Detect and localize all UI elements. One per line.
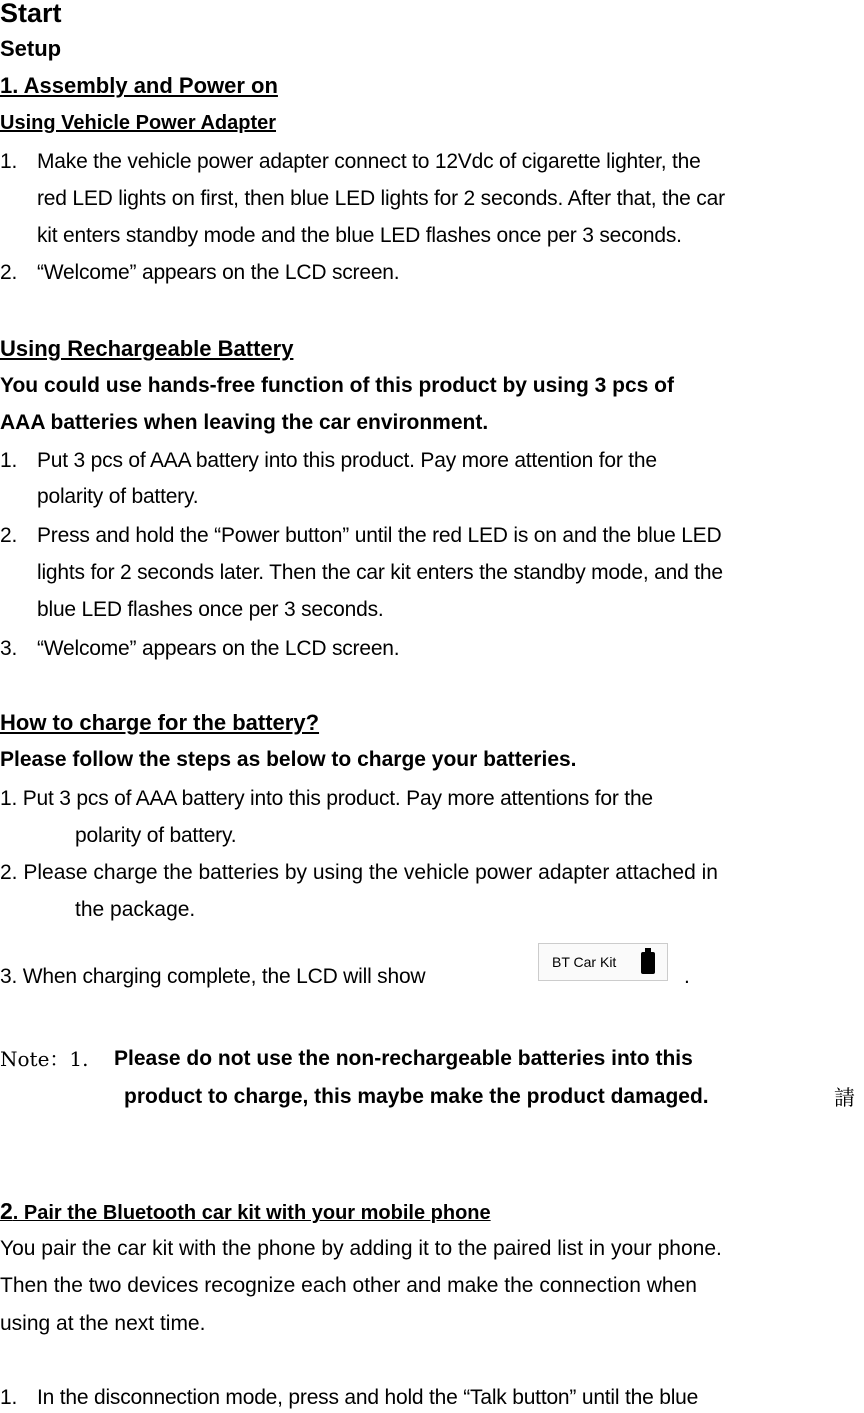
list-item-text: kit enters standby mode and the blue LED flashes once per 3 seconds.: [37, 224, 682, 247]
list-item-text: lights for 2 seconds later. Then the car kit enters the standby mode, and the: [37, 561, 723, 584]
note-trailing-char: 請: [834, 1087, 855, 1110]
list-item-text: “Welcome” appears on the LCD screen.: [37, 637, 400, 660]
note-text: product to charge, this maybe make the product damaged.: [124, 1085, 709, 1108]
charge-intro: Please follow the steps as below to charge your batteries.: [0, 748, 577, 771]
list-item-text: polarity of battery.: [37, 485, 199, 508]
list-item-text: Make the vehicle power adapter connect to 12Vdc of cigarette lighter, the: [37, 150, 701, 173]
charge-step: the package.: [75, 898, 196, 921]
list-item-text: Put 3 pcs of AAA battery into this product. Pay more attention for the: [37, 449, 657, 472]
charge-step: 2. Please charge the batteries by using the vehicle power adapter attached in: [0, 861, 718, 884]
lcd-display-image: [538, 943, 668, 981]
section2-title: . Pair the Bluetooth car kit with your mobile phone: [12, 1202, 491, 1224]
charge-step: polarity of battery.: [75, 824, 237, 847]
subtitle: Setup: [0, 36, 62, 61]
paragraph-line: You pair the car kit with the phone by adding it to the paired list in your phone.: [0, 1237, 722, 1260]
page-title: Start: [0, 0, 62, 28]
battery-full-icon: [641, 952, 655, 974]
battery-intro: You could use hands-free function of this product by using 3 pcs of: [0, 374, 674, 397]
section2-heading: [0, 1198, 491, 1228]
list-item-text: Press and hold the “Power button” until the red LED is on and the blue LED: [37, 524, 722, 547]
section2-number: 2: [0, 1198, 13, 1224]
list-number: 2.: [0, 261, 18, 284]
charge-heading: How to charge for the battery?: [0, 710, 320, 735]
list-number: 3.: [0, 637, 18, 660]
charge-step: 1. Put 3 pcs of AAA battery into this product. Pay more attentions for the: [0, 787, 653, 810]
list-item-text: red LED lights on first, then blue LED lights for 2 seconds. After that, the car: [37, 187, 725, 210]
list-item-text: blue LED flashes once per 3 seconds.: [37, 598, 384, 621]
list-item-text: In the disconnection mode, press and hold the “Talk button” until the blue: [37, 1386, 699, 1409]
charge-step: .: [684, 965, 690, 988]
section1-heading: 1. Assembly and Power on: [0, 73, 278, 98]
list-number: 2.: [0, 524, 18, 547]
note-label: Note：1.: [0, 1047, 89, 1071]
battery-intro: AAA batteries when leaving the car environment.: [0, 411, 489, 434]
list-number: 1.: [0, 150, 18, 173]
battery-heading: Using Rechargeable Battery: [0, 336, 294, 361]
charge-step: 3. When charging complete, the LCD will show: [0, 965, 426, 988]
note-text: Please do not use the non-rechargeable batteries into this: [114, 1047, 693, 1070]
paragraph-line: Then the two devices recognize each other and make the connection when: [0, 1274, 697, 1297]
lcd-text: BT Car Kit: [552, 954, 617, 970]
list-item-text: “Welcome” appears on the LCD screen.: [37, 261, 400, 284]
adapter-heading: Using Vehicle Power Adapter: [0, 112, 277, 134]
paragraph-line: using at the next time.: [0, 1312, 206, 1335]
list-number: 1.: [0, 1386, 18, 1409]
list-number: 1.: [0, 449, 18, 472]
